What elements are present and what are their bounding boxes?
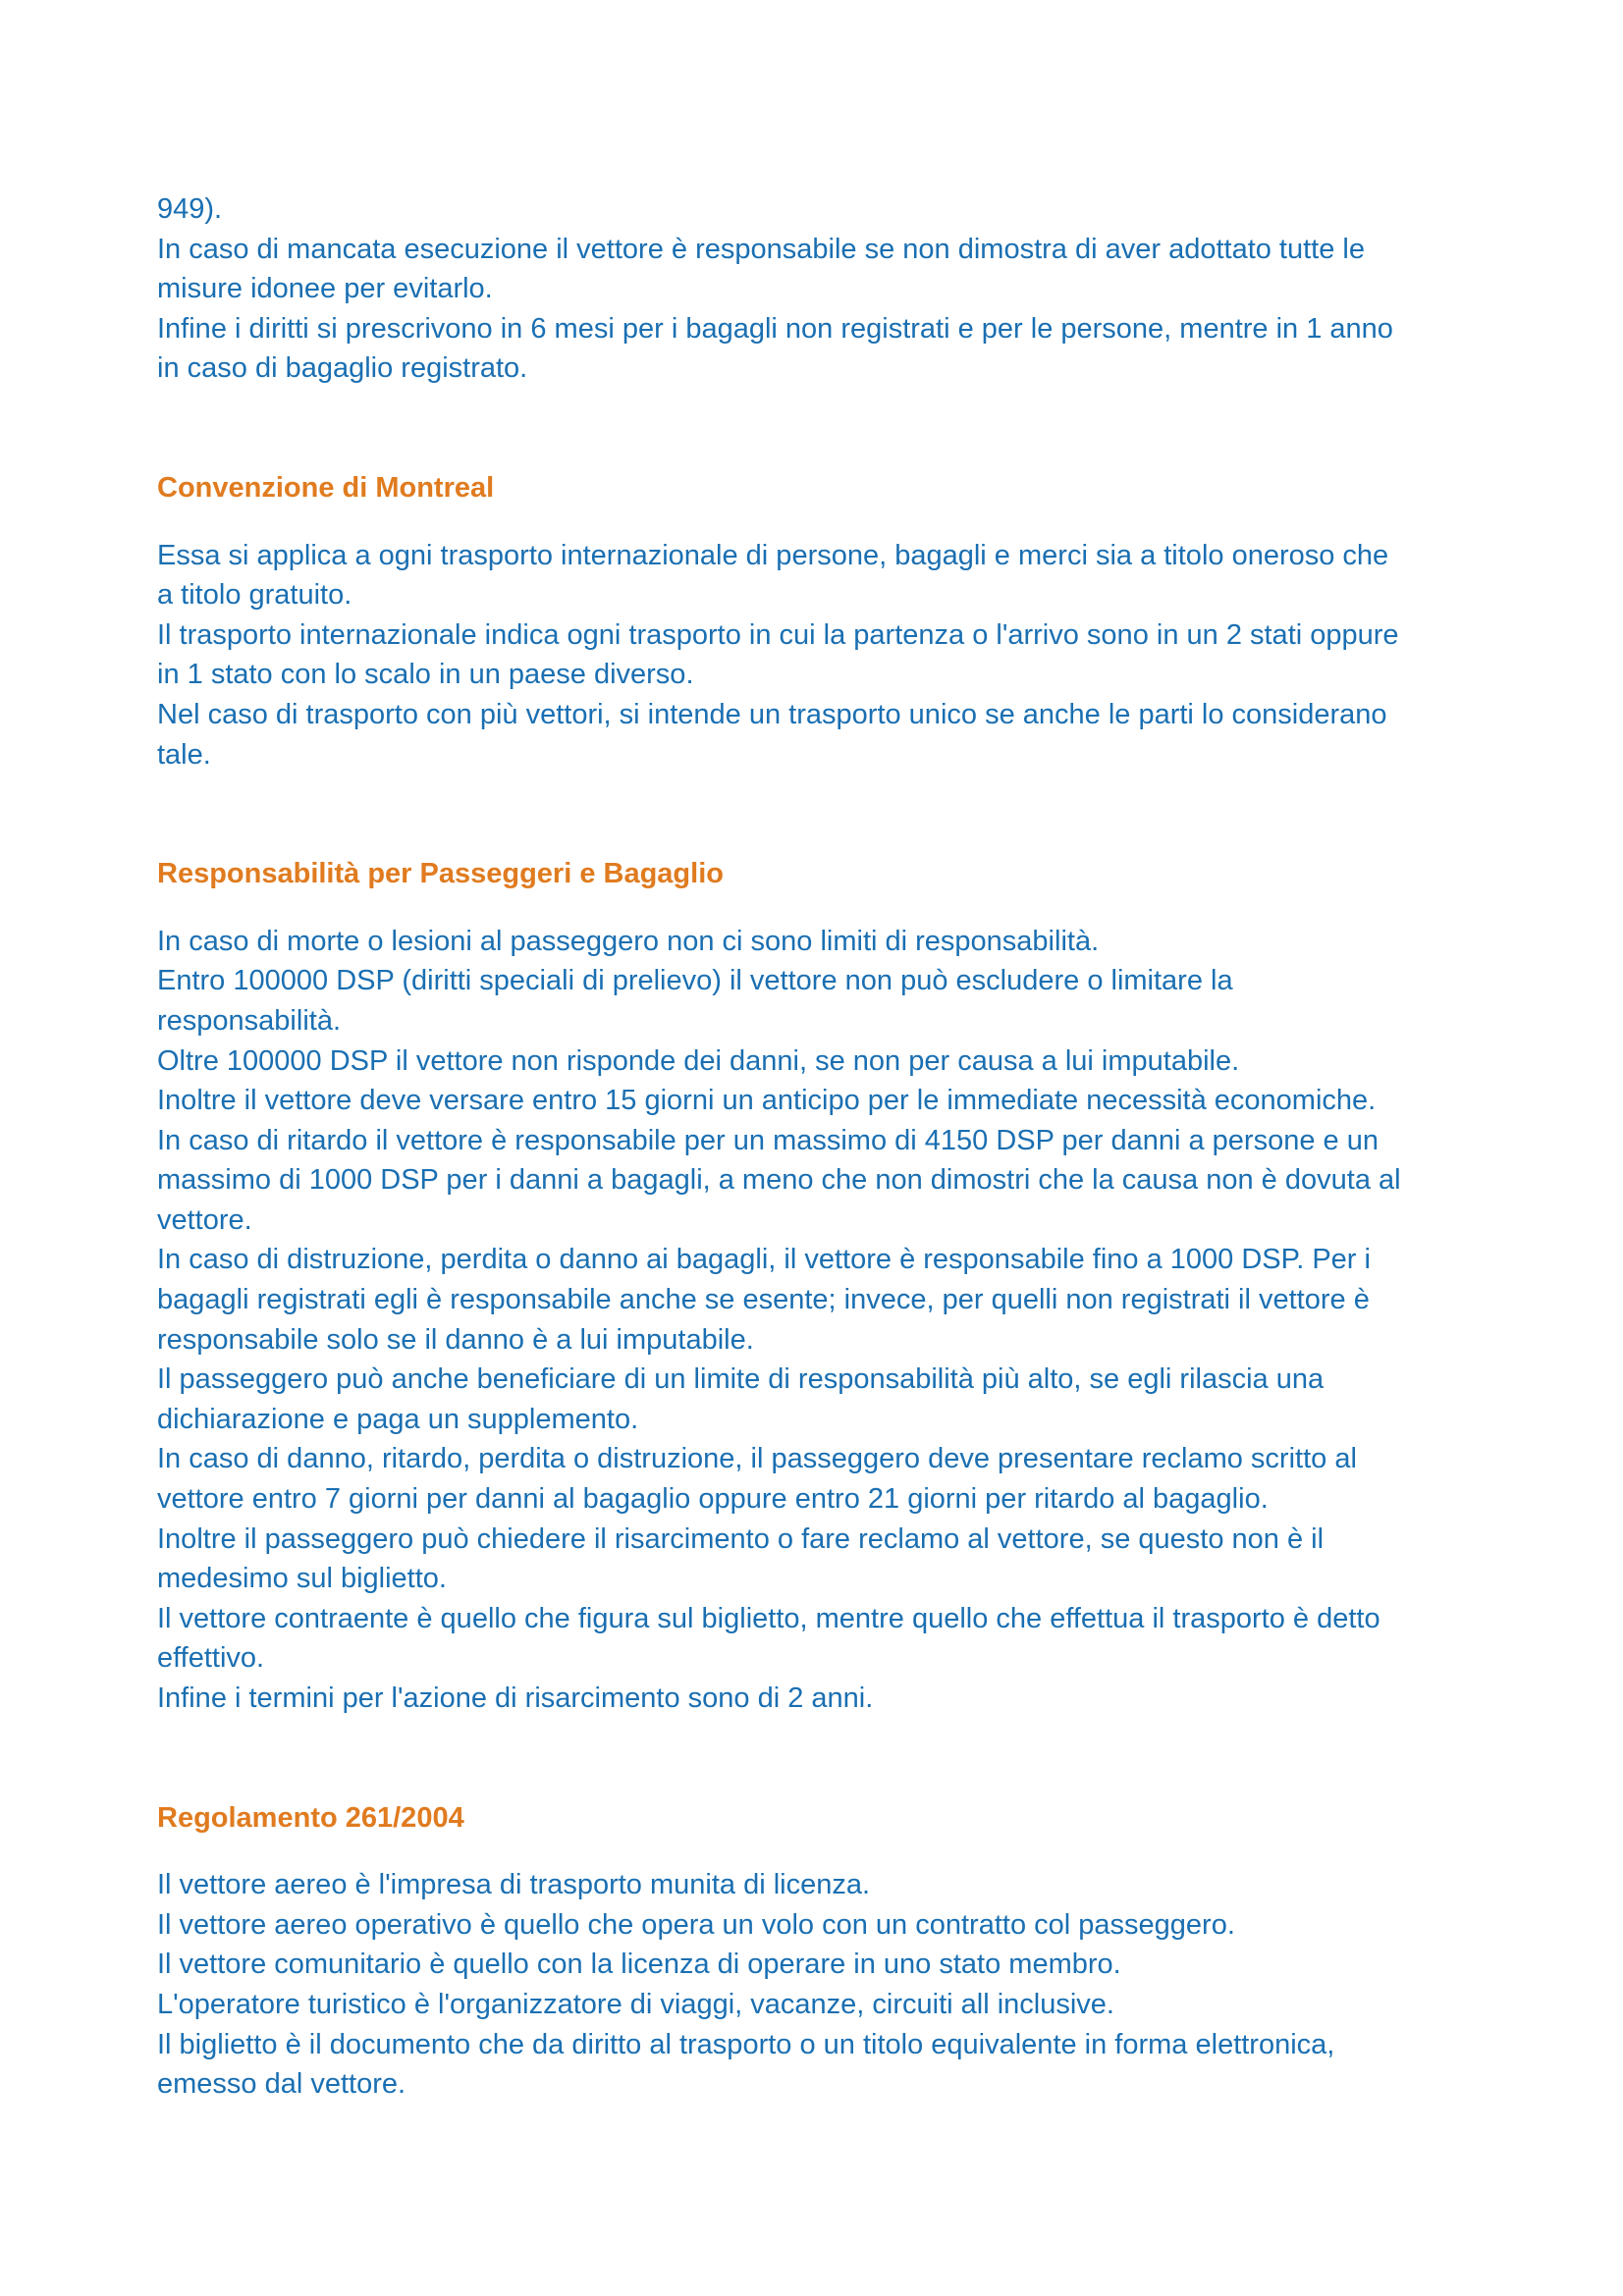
section-paragraph (157, 922, 1492, 1719)
text-line: Inoltre il passeggero può chiedere il risarcimento o fare reclamo al vettore, se questo non è il (157, 1522, 1325, 1555)
text-line: In caso di morte o lesioni al passeggero non ci sono limiti di responsabilità. (157, 925, 1100, 957)
section-convenzione-montreal (157, 468, 1492, 774)
section-heading: Responsabilità per Passeggeri e Bagaglio (157, 858, 724, 890)
text-line: a titolo gratuito. (157, 579, 352, 612)
text-line: tale. (157, 738, 211, 771)
text-line: dichiarazione e paga un supplemento. (157, 1403, 639, 1435)
text-line: in caso di bagaglio registrato. (157, 352, 528, 385)
section-regolamento-261-2004 (157, 1798, 1492, 2105)
text-line: Il vettore contraente è quello che figura sul biglietto, mentre quello che effettua il trasporto è detto (157, 1602, 1380, 1634)
text-line: effettivo. (157, 1642, 265, 1675)
text-line: Inoltre il vettore deve versare entro 15 giorni un anticipo per le immediate necessità economiche. (157, 1085, 1377, 1117)
text-line: 949). (157, 193, 223, 225)
text-line: medesimo sul biglietto. (157, 1563, 447, 1595)
text-line: Il vettore comunitario è quello con la licenza di operare in uno stato membro. (157, 1949, 1121, 1981)
text-line: Il trasporto internazionale indica ogni trasporto in cui la partenza o l'arrivo sono in un 2 stati oppure (157, 618, 1399, 651)
text-line: Il biglietto è il documento che da diritto al trasporto o un titolo equivalente in forma elettronica, (157, 2028, 1335, 2060)
intro-paragraph (157, 189, 1492, 389)
text-line: Oltre 100000 DSP il vettore non risponde dei danni, se non per causa a lui imputabile. (157, 1044, 1240, 1077)
text-line: In caso di danno, ritardo, perdita o distruzione, il passeggero deve presentare reclamo scritto al (157, 1443, 1357, 1475)
text-line: responsabilità. (157, 1004, 341, 1037)
text-line: Il vettore aereo è l'impresa di trasporto munita di licenza. (157, 1869, 871, 1901)
text-line: Il passeggero può anche beneficiare di un limite di responsabilità più alto, se egli rilascia una (157, 1363, 1325, 1396)
text-line: misure idonee per evitarlo. (157, 273, 493, 305)
document-page (157, 189, 1492, 2105)
text-line: In caso di distruzione, perdita o danno ai bagagli, il vettore è responsabile fino a 1000 DSP. Per i (157, 1244, 1371, 1276)
text-line: Infine i termini per l'azione di risarcimento sono di 2 anni. (157, 1682, 874, 1714)
text-line: in 1 stato con lo scalo in un paese diverso. (157, 659, 694, 691)
text-line: Entro 100000 DSP (diritti speciali di prelievo) il vettore non può escludere o limitare la (157, 965, 1233, 997)
text-line: Il vettore aereo operativo è quello che opera un volo con un contratto col passeggero. (157, 1908, 1235, 1941)
text-line: emesso dal vettore. (157, 2068, 406, 2101)
text-line: bagagli registrati egli è responsabile anche se esente; invece, per quelli non registrati il vettore è (157, 1284, 1370, 1316)
text-line: responsabile solo se il danno è a lui imputabile. (157, 1323, 754, 1356)
text-line: vettore. (157, 1203, 252, 1236)
text-line: Essa si applica a ogni trasporto internazionale di persone, bagagli e merci sia a titolo oneroso che (157, 539, 1389, 571)
text-line: L'operatore turistico è l'organizzatore di viaggi, vacanze, circuiti all inclusive. (157, 1988, 1114, 2020)
section-heading: Convenzione di Montreal (157, 471, 495, 504)
section-heading: Regolamento 261/2004 (157, 1801, 464, 1834)
text-line: massimo di 1000 DSP per i danni a bagagli, a meno che non dimostri che la causa non è dovuta al (157, 1164, 1401, 1197)
section-responsabilita-passeggeri (157, 854, 1492, 1718)
text-line: Infine i diritti si prescrivono in 6 mesi per i bagagli non registrati e per le persone, mentre in 1 anno (157, 312, 1393, 345)
text-line: In caso di ritardo il vettore è responsabile per un massimo di 4150 DSP per danni a persone e un (157, 1124, 1379, 1156)
text-line: vettore entro 7 giorni per danni al bagaglio oppure entro 21 giorni per ritardo al bagaglio. (157, 1483, 1269, 1516)
text-line: Nel caso di trasporto con più vettori, si intende un trasporto unico se anche le parti lo considerano (157, 698, 1387, 730)
text-line: In caso di mancata esecuzione il vettore è responsabile se non dimostra di aver adottato tutte le (157, 233, 1365, 265)
section-paragraph (157, 536, 1492, 775)
section-paragraph (157, 1865, 1492, 2105)
